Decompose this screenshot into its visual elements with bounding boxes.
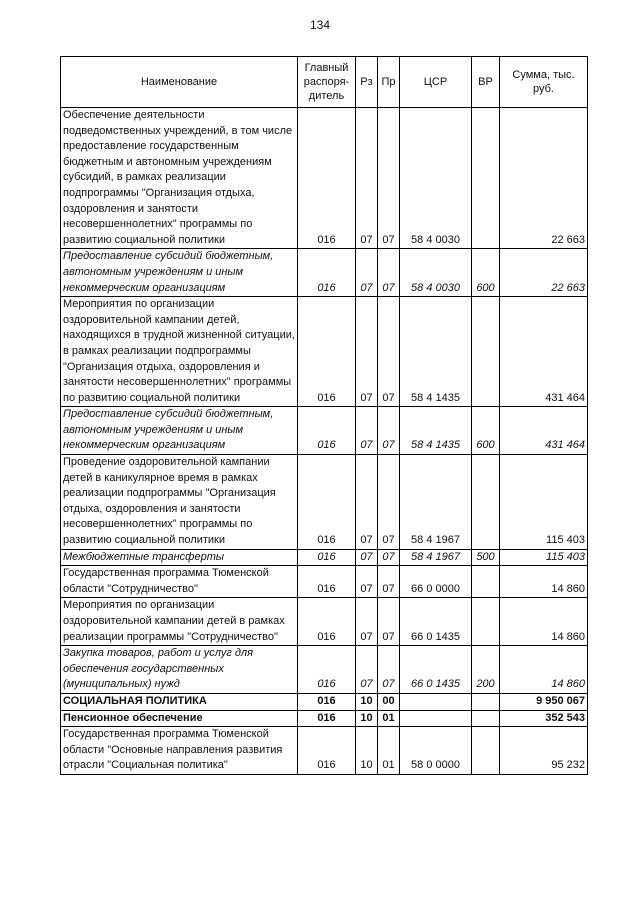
table-row <box>61 249 588 297</box>
row-csr: 58 4 1967 <box>400 455 472 550</box>
row-csr: 66 0 1435 <box>400 598 472 646</box>
row-chief: 016 <box>298 407 356 455</box>
row-chief: 016 <box>298 566 356 598</box>
header-chief: Главный распоря-дитель <box>298 57 356 108</box>
row-sum: 14 860 <box>500 646 588 694</box>
table-row <box>61 598 588 646</box>
row-pr: 07 <box>378 297 400 407</box>
row-rz: 10 <box>356 727 378 775</box>
row-csr: 58 4 0030 <box>400 108 472 249</box>
row-sum: 9 950 067 <box>500 693 588 710</box>
row-rz: 10 <box>356 710 378 727</box>
row-sum: 22 663 <box>500 108 588 249</box>
header-vr: ВР <box>472 57 500 108</box>
row-chief: 016 <box>298 598 356 646</box>
row-csr: 58 4 0030 <box>400 249 472 297</box>
row-rz: 07 <box>356 598 378 646</box>
row-chief: 016 <box>298 693 356 710</box>
row-chief: 016 <box>298 455 356 550</box>
row-vr <box>472 727 500 775</box>
row-chief: 016 <box>298 710 356 727</box>
row-vr <box>472 455 500 550</box>
row-rz: 07 <box>356 455 378 550</box>
row-vr <box>472 598 500 646</box>
row-sum: 14 860 <box>500 598 588 646</box>
page-number: 134 <box>309 18 331 32</box>
row-name: Государственная программа Тюменской области "Сотрудничество" <box>61 566 298 598</box>
row-chief: 016 <box>298 108 356 249</box>
row-csr: 58 4 1435 <box>400 407 472 455</box>
row-vr <box>472 108 500 249</box>
row-vr <box>472 566 500 598</box>
row-vr: 600 <box>472 407 500 455</box>
row-chief: 016 <box>298 549 356 566</box>
row-name: Межбюджетные трансферты <box>61 549 298 566</box>
row-pr: 07 <box>378 598 400 646</box>
row-pr: 07 <box>378 549 400 566</box>
row-rz: 07 <box>356 297 378 407</box>
row-csr: 58 0 0000 <box>400 727 472 775</box>
table-row <box>61 710 588 727</box>
header-name: Наименование <box>61 57 298 108</box>
table-row <box>61 407 588 455</box>
table-row <box>61 297 588 407</box>
row-vr: 200 <box>472 646 500 694</box>
row-name: СОЦИАЛЬНАЯ ПОЛИТИКА <box>61 693 298 710</box>
row-rz: 07 <box>356 549 378 566</box>
row-name: Мероприятия по организации оздоровительной кампании детей, находящихся в трудной жизненной ситуации, в рамках реализации подпрограммы "Организация отдыха, оздоровления и занятости несовершеннолетних" программы по развитию социальной политики <box>61 297 298 407</box>
row-name: Пенсионное обеспечение <box>61 710 298 727</box>
row-rz: 10 <box>356 693 378 710</box>
header-sum: Сумма, тыс. руб. <box>500 57 588 108</box>
row-csr: 58 4 1967 <box>400 549 472 566</box>
row-csr: 66 0 1435 <box>400 646 472 694</box>
budget-table <box>60 56 588 775</box>
row-vr <box>472 710 500 727</box>
row-name: Предоставление субсидий бюджетным, автономным учреждениям и иным некоммерческим организациям <box>61 249 298 297</box>
row-rz: 07 <box>356 566 378 598</box>
row-name: Государственная программа Тюменской области "Основные направления развития отрасли "Социальная политика" <box>61 727 298 775</box>
header-csr: ЦСР <box>400 57 472 108</box>
row-rz: 07 <box>356 646 378 694</box>
row-chief: 016 <box>298 646 356 694</box>
row-sum: 14 860 <box>500 566 588 598</box>
table-row <box>61 566 588 598</box>
row-pr: 07 <box>378 249 400 297</box>
table-row <box>61 455 588 550</box>
row-name: Предоставление субсидий бюджетным, автономным учреждениям и иным некоммерческим организациям <box>61 407 298 455</box>
header-pr: Пр <box>378 57 400 108</box>
row-pr: 07 <box>378 646 400 694</box>
row-pr: 07 <box>378 407 400 455</box>
row-sum: 22 663 <box>500 249 588 297</box>
header-rz: Рз <box>356 57 378 108</box>
row-chief: 016 <box>298 249 356 297</box>
row-sum: 352 543 <box>500 710 588 727</box>
table-row <box>61 727 588 775</box>
row-rz: 07 <box>356 108 378 249</box>
row-csr <box>400 693 472 710</box>
table-row <box>61 693 588 710</box>
row-pr: 07 <box>378 455 400 550</box>
row-chief: 016 <box>298 297 356 407</box>
row-sum: 115 403 <box>500 549 588 566</box>
row-sum: 431 464 <box>500 297 588 407</box>
row-pr: 01 <box>378 710 400 727</box>
row-name: Проведение оздоровительной кампании детей в каникулярное время в рамках реализации подпрограммы "Организация отдыха, оздоровления и занятости несовершеннолетних" программы по развитию социальной политики <box>61 455 298 550</box>
table-row <box>61 549 588 566</box>
row-pr: 07 <box>378 108 400 249</box>
row-sum: 95 232 <box>500 727 588 775</box>
row-name: Закупка товаров, работ и услуг для обеспечения государственных (муниципальных) нужд <box>61 646 298 694</box>
row-chief: 016 <box>298 727 356 775</box>
row-csr: 66 0 0000 <box>400 566 472 598</box>
row-vr: 500 <box>472 549 500 566</box>
row-csr <box>400 710 472 727</box>
row-pr: 01 <box>378 727 400 775</box>
row-sum: 431 464 <box>500 407 588 455</box>
row-name: Мероприятия по организации оздоровительной кампании детей в рамках реализации программы "Сотрудничество" <box>61 598 298 646</box>
row-rz: 07 <box>356 407 378 455</box>
row-rz: 07 <box>356 249 378 297</box>
row-vr <box>472 297 500 407</box>
row-pr: 07 <box>378 566 400 598</box>
row-pr: 00 <box>378 693 400 710</box>
row-sum: 115 403 <box>500 455 588 550</box>
table-header-row <box>61 57 588 108</box>
row-name: Обеспечение деятельности подведомственных учреждений, в том числе предоставление государственным бюджетным и автономным учреждениям субсидий, в рамках реализации подпрограммы "Организация отдыха, оздоровления и занятости несовершеннолетних" программы по развитию социальной политики <box>61 108 298 249</box>
row-vr <box>472 693 500 710</box>
row-csr: 58 4 1435 <box>400 297 472 407</box>
table-row <box>61 108 588 249</box>
table-row <box>61 646 588 694</box>
row-vr: 600 <box>472 249 500 297</box>
